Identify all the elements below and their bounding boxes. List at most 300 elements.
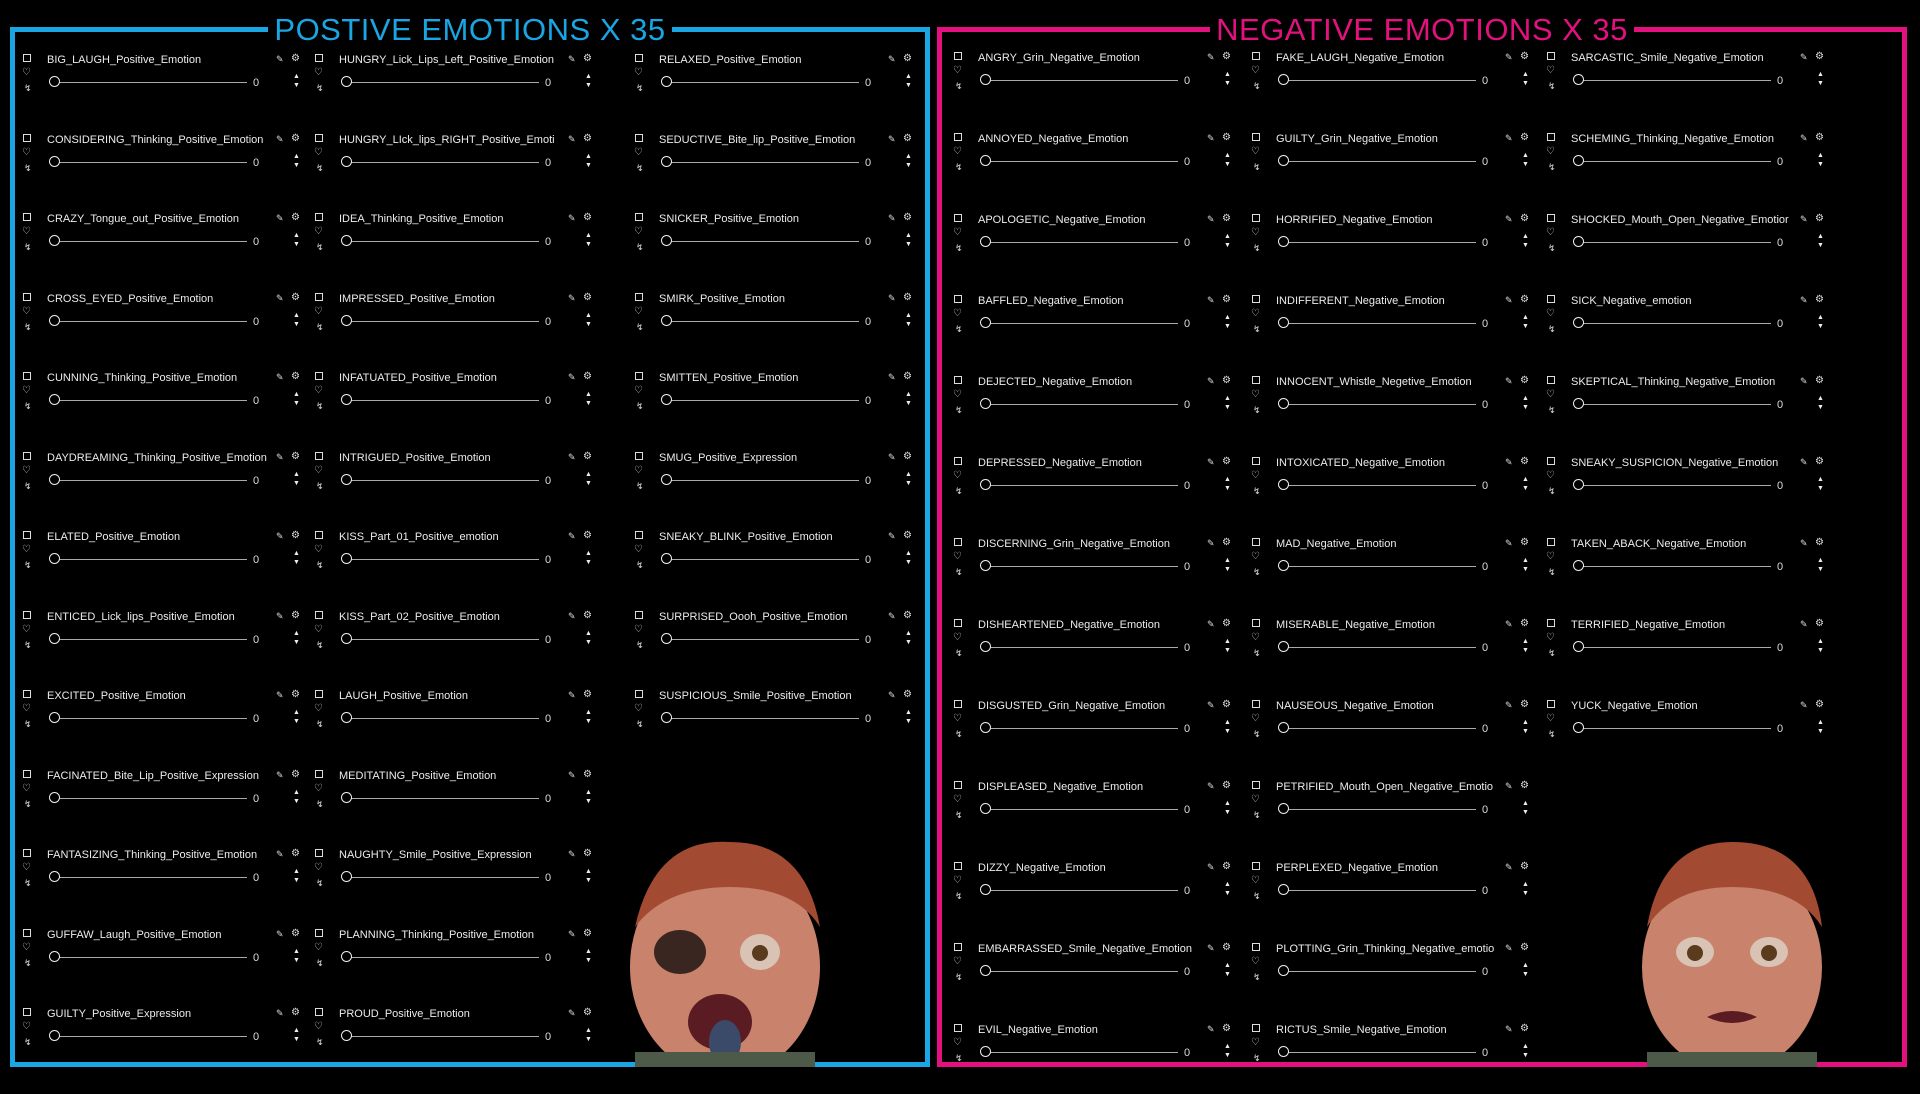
checkbox-icon[interactable]: [1252, 376, 1260, 384]
stepper-arrows-icon[interactable]: ▲ ▼: [1522, 557, 1529, 573]
gear-icon[interactable]: ⚙: [1520, 375, 1529, 386]
checkbox-icon[interactable]: [315, 770, 323, 778]
gear-icon[interactable]: ⚙: [1222, 942, 1231, 953]
gear-icon[interactable]: ⚙: [291, 371, 300, 382]
slider-handle[interactable]: [661, 712, 672, 723]
slider-value[interactable]: 0: [1184, 156, 1191, 168]
gear-icon[interactable]: ⚙: [291, 768, 300, 780]
pencil-icon[interactable]: ✎: [276, 292, 284, 303]
pencil-icon[interactable]: ✎: [1505, 52, 1513, 62]
bolt-icon[interactable]: ↯: [316, 560, 324, 570]
slider-handle[interactable]: [49, 712, 60, 723]
gear-icon[interactable]: ⚙: [583, 132, 592, 144]
pencil-icon[interactable]: ✎: [1207, 457, 1215, 467]
heart-icon[interactable]: ♡: [953, 551, 962, 562]
slider-value[interactable]: 0: [1482, 885, 1489, 897]
stepper-arrows-icon[interactable]: ▲ ▼: [1817, 395, 1824, 411]
slider-track[interactable]: [1286, 971, 1476, 972]
bolt-icon[interactable]: ↯: [1548, 567, 1556, 577]
slider-track[interactable]: [988, 809, 1178, 810]
heart-icon[interactable]: ♡: [314, 385, 323, 396]
checkbox-icon[interactable]: [635, 611, 643, 619]
pencil-icon[interactable]: ✎: [568, 849, 576, 859]
gear-icon[interactable]: ⚙: [1815, 294, 1824, 305]
stepper-arrows-icon[interactable]: ▲ ▼: [1224, 638, 1231, 654]
stepper-arrows-icon[interactable]: ▲ ▼: [293, 232, 300, 248]
bolt-icon[interactable]: ↯: [1253, 810, 1261, 820]
heart-icon[interactable]: ♡: [634, 703, 643, 714]
slider-handle[interactable]: [341, 553, 352, 564]
slider-value[interactable]: 0: [1482, 318, 1489, 330]
slider-handle[interactable]: [1573, 641, 1584, 652]
heart-icon[interactable]: ♡: [1546, 389, 1555, 400]
gear-icon[interactable]: ⚙: [291, 132, 300, 144]
pencil-icon[interactable]: ✎: [888, 292, 896, 303]
gear-icon[interactable]: ⚙: [583, 768, 592, 780]
slider-value[interactable]: 0: [1482, 804, 1489, 816]
slider-handle[interactable]: [661, 633, 672, 644]
gear-icon[interactable]: ⚙: [1520, 861, 1529, 872]
checkbox-icon[interactable]: [23, 213, 31, 221]
pencil-icon[interactable]: ✎: [1800, 295, 1808, 305]
slider-track[interactable]: [988, 242, 1178, 243]
checkbox-icon[interactable]: [635, 213, 643, 221]
checkbox-icon[interactable]: [635, 531, 643, 539]
slider-handle[interactable]: [661, 394, 672, 405]
bolt-icon[interactable]: ↯: [1253, 405, 1261, 415]
stepper-arrows-icon[interactable]: ▲ ▼: [293, 311, 300, 328]
bolt-icon[interactable]: ↯: [1548, 648, 1556, 658]
slider-handle[interactable]: [49, 871, 60, 882]
bolt-icon[interactable]: ↯: [24, 83, 32, 93]
checkbox-icon[interactable]: [1252, 619, 1260, 627]
heart-icon[interactable]: ♡: [1251, 146, 1260, 157]
slider-handle[interactable]: [49, 951, 60, 962]
gear-icon[interactable]: ⚙: [1815, 618, 1824, 629]
pencil-icon[interactable]: ✎: [1207, 700, 1215, 710]
slider-value[interactable]: 0: [253, 395, 260, 407]
gear-icon[interactable]: ⚙: [1520, 213, 1529, 224]
pencil-icon[interactable]: ✎: [568, 213, 576, 223]
gear-icon[interactable]: ⚙: [291, 530, 300, 541]
stepper-arrows-icon[interactable]: ▲ ▼: [1522, 395, 1529, 411]
heart-icon[interactable]: ♡: [22, 1021, 31, 1032]
slider-track[interactable]: [57, 877, 247, 878]
slider-track[interactable]: [1286, 890, 1476, 891]
slider-track[interactable]: [988, 404, 1178, 405]
slider-handle[interactable]: [661, 76, 672, 87]
pencil-icon[interactable]: ✎: [1207, 538, 1215, 548]
checkbox-icon[interactable]: [23, 849, 31, 857]
stepper-arrows-icon[interactable]: ▲ ▼: [1522, 476, 1529, 492]
slider-track[interactable]: [988, 890, 1178, 891]
pencil-icon[interactable]: ✎: [1505, 1024, 1513, 1034]
gear-icon[interactable]: ⚙: [1222, 375, 1231, 386]
stepper-arrows-icon[interactable]: ▲ ▼: [293, 550, 300, 566]
slider-track[interactable]: [1286, 323, 1476, 324]
checkbox-icon[interactable]: [23, 690, 31, 698]
stepper-arrows-icon[interactable]: ▲ ▼: [905, 73, 912, 89]
bolt-icon[interactable]: ↯: [955, 729, 963, 739]
slider-track[interactable]: [349, 1036, 539, 1037]
pencil-icon[interactable]: ✎: [568, 690, 576, 700]
checkbox-icon[interactable]: [1547, 52, 1555, 60]
slider-track[interactable]: [988, 647, 1178, 648]
stepper-arrows-icon[interactable]: ▲ ▼: [1522, 719, 1529, 735]
bolt-icon[interactable]: ↯: [1548, 405, 1556, 415]
pencil-icon[interactable]: ✎: [276, 610, 284, 621]
slider-handle[interactable]: [1573, 560, 1584, 571]
bolt-icon[interactable]: ↯: [316, 798, 324, 809]
stepper-arrows-icon[interactable]: ▲ ▼: [905, 470, 912, 487]
checkbox-icon[interactable]: [1252, 781, 1260, 789]
slider-value[interactable]: 0: [253, 77, 260, 89]
gear-icon[interactable]: ⚙: [1815, 51, 1824, 62]
slider-track[interactable]: [1286, 809, 1476, 810]
gear-icon[interactable]: ⚙: [1815, 375, 1824, 386]
stepper-arrows-icon[interactable]: ▲ ▼: [905, 550, 912, 566]
slider-value[interactable]: 0: [545, 156, 552, 169]
gear-icon[interactable]: ⚙: [291, 609, 300, 621]
slider-track[interactable]: [988, 1052, 1178, 1053]
bolt-icon[interactable]: ↯: [955, 243, 963, 253]
gear-icon[interactable]: ⚙: [583, 291, 592, 303]
heart-icon[interactable]: ♡: [1546, 632, 1555, 643]
heart-icon[interactable]: ♡: [953, 956, 962, 967]
stepper-arrows-icon[interactable]: ▲ ▼: [1817, 476, 1824, 492]
slider-handle[interactable]: [980, 641, 991, 652]
bolt-icon[interactable]: ↯: [1548, 729, 1556, 739]
checkbox-icon[interactable]: [315, 213, 323, 221]
bolt-icon[interactable]: ↯: [955, 648, 963, 658]
checkbox-icon[interactable]: [23, 452, 31, 460]
slider-handle[interactable]: [980, 236, 991, 247]
bolt-icon[interactable]: ↯: [24, 242, 32, 252]
stepper-arrows-icon[interactable]: ▲ ▼: [1817, 71, 1824, 87]
stepper-arrows-icon[interactable]: ▲ ▼: [1817, 557, 1824, 573]
heart-icon[interactable]: ♡: [22, 862, 31, 873]
gear-icon[interactable]: ⚙: [903, 53, 912, 64]
slider-handle[interactable]: [980, 479, 991, 490]
bolt-icon[interactable]: ↯: [636, 560, 644, 570]
stepper-arrows-icon[interactable]: ▲ ▼: [293, 868, 300, 884]
slider-track[interactable]: [57, 718, 247, 719]
heart-icon[interactable]: ♡: [634, 464, 643, 476]
checkbox-icon[interactable]: [23, 770, 31, 778]
stepper-arrows-icon[interactable]: ▲ ▼: [585, 947, 592, 964]
heart-icon[interactable]: ♡: [1251, 713, 1260, 724]
stepper-arrows-icon[interactable]: ▲ ▼: [905, 311, 912, 328]
slider-handle[interactable]: [1573, 236, 1584, 247]
stepper-arrows-icon[interactable]: ▲ ▼: [585, 391, 592, 407]
bolt-icon[interactable]: ↯: [636, 401, 644, 411]
stepper-arrows-icon[interactable]: ▲ ▼: [585, 629, 592, 646]
slider-value[interactable]: 0: [1184, 480, 1191, 492]
slider-track[interactable]: [1286, 566, 1476, 567]
slider-track[interactable]: [988, 323, 1178, 324]
gear-icon[interactable]: ⚙: [903, 371, 912, 382]
slider-value[interactable]: 0: [1777, 642, 1784, 654]
bolt-icon[interactable]: ↯: [24, 401, 32, 411]
slider-track[interactable]: [1581, 404, 1771, 405]
heart-icon[interactable]: ♡: [22, 782, 31, 794]
bolt-icon[interactable]: ↯: [316, 162, 324, 173]
slider-value[interactable]: 0: [1482, 480, 1489, 492]
gear-icon[interactable]: ⚙: [291, 1007, 300, 1018]
bolt-icon[interactable]: ↯: [1253, 567, 1261, 577]
checkbox-icon[interactable]: [954, 943, 962, 951]
slider-handle[interactable]: [341, 76, 352, 87]
slider-handle[interactable]: [661, 315, 672, 326]
gear-icon[interactable]: ⚙: [1520, 537, 1529, 548]
slider-track[interactable]: [349, 82, 539, 83]
slider-track[interactable]: [669, 639, 859, 640]
heart-icon[interactable]: ♡: [22, 305, 31, 317]
stepper-arrows-icon[interactable]: ▲ ▼: [1224, 395, 1231, 411]
pencil-icon[interactable]: ✎: [276, 690, 284, 700]
stepper-arrows-icon[interactable]: ▲ ▼: [1224, 233, 1231, 249]
checkbox-icon[interactable]: [23, 531, 31, 539]
checkbox-icon[interactable]: [954, 52, 962, 60]
slider-track[interactable]: [57, 559, 247, 560]
heart-icon[interactable]: ♡: [1251, 1037, 1260, 1048]
gear-icon[interactable]: ⚙: [1520, 780, 1529, 791]
slider-handle[interactable]: [1278, 641, 1289, 652]
bolt-icon[interactable]: ↯: [1253, 1053, 1261, 1063]
slider-value[interactable]: 0: [545, 951, 552, 964]
checkbox-icon[interactable]: [954, 538, 962, 546]
pencil-icon[interactable]: ✎: [888, 610, 896, 621]
heart-icon[interactable]: ♡: [22, 464, 31, 476]
checkbox-icon[interactable]: [23, 1008, 31, 1016]
pencil-icon[interactable]: ✎: [888, 531, 896, 541]
checkbox-icon[interactable]: [23, 372, 31, 380]
heart-icon[interactable]: ♡: [634, 67, 643, 78]
pencil-icon[interactable]: ✎: [568, 292, 576, 303]
slider-track[interactable]: [1581, 647, 1771, 648]
slider-value[interactable]: 0: [545, 872, 552, 884]
stepper-arrows-icon[interactable]: ▲ ▼: [585, 73, 592, 89]
slider-handle[interactable]: [1278, 236, 1289, 247]
slider-value[interactable]: 0: [1482, 399, 1489, 411]
checkbox-icon[interactable]: [23, 134, 31, 142]
pencil-icon[interactable]: ✎: [1207, 52, 1215, 62]
stepper-arrows-icon[interactable]: ▲ ▼: [293, 788, 300, 805]
pencil-icon[interactable]: ✎: [1505, 781, 1513, 791]
checkbox-icon[interactable]: [635, 452, 643, 460]
bolt-icon[interactable]: ↯: [636, 321, 644, 332]
heart-icon[interactable]: ♡: [1251, 956, 1260, 967]
checkbox-icon[interactable]: [1252, 133, 1260, 141]
slider-track[interactable]: [1581, 80, 1771, 81]
slider-value[interactable]: 0: [545, 792, 552, 805]
heart-icon[interactable]: ♡: [314, 464, 323, 476]
stepper-arrows-icon[interactable]: ▲ ▼: [1522, 1043, 1529, 1059]
bolt-icon[interactable]: ↯: [24, 560, 32, 570]
checkbox-icon[interactable]: [315, 134, 323, 142]
slider-value[interactable]: 0: [1184, 642, 1191, 654]
gear-icon[interactable]: ⚙: [1222, 51, 1231, 62]
slider-track[interactable]: [349, 241, 539, 242]
slider-value[interactable]: 0: [1482, 642, 1489, 654]
slider-handle[interactable]: [980, 398, 991, 409]
bolt-icon[interactable]: ↯: [316, 401, 324, 411]
slider-value[interactable]: 0: [253, 156, 260, 169]
stepper-arrows-icon[interactable]: ▲ ▼: [585, 709, 592, 725]
heart-icon[interactable]: ♡: [1251, 632, 1260, 643]
heart-icon[interactable]: ♡: [953, 875, 962, 886]
stepper-arrows-icon[interactable]: ▲ ▼: [585, 1027, 592, 1043]
gear-icon[interactable]: ⚙: [1520, 1023, 1529, 1034]
slider-value[interactable]: 0: [545, 77, 552, 89]
slider-value[interactable]: 0: [1777, 723, 1784, 735]
slider-track[interactable]: [349, 559, 539, 560]
slider-handle[interactable]: [980, 560, 991, 571]
stepper-arrows-icon[interactable]: ▲ ▼: [293, 709, 300, 725]
slider-handle[interactable]: [980, 965, 991, 976]
heart-icon[interactable]: ♡: [1546, 470, 1555, 481]
heart-icon[interactable]: ♡: [1546, 713, 1555, 724]
slider-value[interactable]: 0: [1777, 237, 1784, 249]
bolt-icon[interactable]: ↯: [24, 719, 32, 729]
slider-track[interactable]: [669, 480, 859, 481]
slider-handle[interactable]: [49, 792, 60, 803]
slider-value[interactable]: 0: [1482, 237, 1489, 249]
bolt-icon[interactable]: ↯: [955, 405, 963, 415]
slider-handle[interactable]: [341, 871, 352, 882]
slider-value[interactable]: 0: [253, 474, 260, 487]
slider-track[interactable]: [57, 400, 247, 401]
pencil-icon[interactable]: ✎: [888, 690, 896, 700]
bolt-icon[interactable]: ↯: [1253, 81, 1261, 91]
slider-handle[interactable]: [1573, 398, 1584, 409]
slider-handle[interactable]: [980, 884, 991, 895]
gear-icon[interactable]: ⚙: [583, 609, 592, 621]
bolt-icon[interactable]: ↯: [316, 957, 324, 968]
bolt-icon[interactable]: ↯: [316, 1037, 324, 1047]
slider-value[interactable]: 0: [865, 156, 872, 169]
slider-handle[interactable]: [49, 474, 60, 485]
slider-value[interactable]: 0: [1482, 1047, 1489, 1059]
slider-track[interactable]: [57, 241, 247, 242]
stepper-arrows-icon[interactable]: ▲ ▼: [1224, 962, 1231, 978]
checkbox-icon[interactable]: [954, 1024, 962, 1032]
slider-track[interactable]: [57, 321, 247, 322]
slider-handle[interactable]: [1278, 398, 1289, 409]
slider-handle[interactable]: [980, 722, 991, 733]
stepper-arrows-icon[interactable]: ▲ ▼: [293, 629, 300, 646]
stepper-arrows-icon[interactable]: ▲ ▼: [1224, 800, 1231, 816]
slider-handle[interactable]: [661, 235, 672, 246]
heart-icon[interactable]: ♡: [22, 385, 31, 396]
pencil-icon[interactable]: ✎: [276, 531, 284, 541]
checkbox-icon[interactable]: [954, 862, 962, 870]
stepper-arrows-icon[interactable]: ▲ ▼: [293, 470, 300, 487]
stepper-arrows-icon[interactable]: ▲ ▼: [293, 947, 300, 964]
gear-icon[interactable]: ⚙: [291, 212, 300, 223]
slider-handle[interactable]: [1573, 317, 1584, 328]
pencil-icon[interactable]: ✎: [568, 531, 576, 541]
slider-value[interactable]: 0: [253, 1031, 260, 1043]
heart-icon[interactable]: ♡: [953, 389, 962, 400]
gear-icon[interactable]: ⚙: [1222, 132, 1231, 143]
gear-icon[interactable]: ⚙: [903, 450, 912, 462]
slider-value[interactable]: 0: [865, 713, 872, 725]
bolt-icon[interactable]: ↯: [955, 324, 963, 334]
pencil-icon[interactable]: ✎: [568, 54, 576, 64]
heart-icon[interactable]: ♡: [634, 544, 643, 555]
stepper-arrows-icon[interactable]: ▲ ▼: [1817, 638, 1824, 654]
slider-value[interactable]: 0: [865, 554, 872, 566]
gear-icon[interactable]: ⚙: [1815, 132, 1824, 143]
bolt-icon[interactable]: ↯: [955, 972, 963, 982]
checkbox-icon[interactable]: [315, 929, 323, 937]
pencil-icon[interactable]: ✎: [1207, 862, 1215, 872]
stepper-arrows-icon[interactable]: ▲ ▼: [1817, 719, 1824, 735]
bolt-icon[interactable]: ↯: [955, 1053, 963, 1063]
gear-icon[interactable]: ⚙: [583, 689, 592, 700]
heart-icon[interactable]: ♡: [22, 623, 31, 635]
slider-track[interactable]: [349, 957, 539, 958]
slider-handle[interactable]: [49, 76, 60, 87]
pencil-icon[interactable]: ✎: [888, 213, 896, 223]
slider-value[interactable]: 0: [1777, 399, 1784, 411]
slider-handle[interactable]: [980, 155, 991, 166]
stepper-arrows-icon[interactable]: ▲ ▼: [293, 152, 300, 169]
checkbox-icon[interactable]: [315, 54, 323, 62]
gear-icon[interactable]: ⚙: [903, 212, 912, 223]
slider-track[interactable]: [349, 321, 539, 322]
slider-handle[interactable]: [980, 1046, 991, 1057]
bolt-icon[interactable]: ↯: [636, 480, 644, 491]
bolt-icon[interactable]: ↯: [955, 81, 963, 91]
stepper-arrows-icon[interactable]: ▲ ▼: [1522, 152, 1529, 168]
heart-icon[interactable]: ♡: [314, 544, 323, 555]
slider-handle[interactable]: [1278, 722, 1289, 733]
slider-track[interactable]: [669, 162, 859, 163]
gear-icon[interactable]: ⚙: [903, 609, 912, 621]
pencil-icon[interactable]: ✎: [276, 372, 284, 382]
bolt-icon[interactable]: ↯: [1548, 243, 1556, 253]
heart-icon[interactable]: ♡: [22, 67, 31, 78]
gear-icon[interactable]: ⚙: [291, 927, 300, 939]
pencil-icon[interactable]: ✎: [1505, 538, 1513, 548]
slider-handle[interactable]: [1278, 884, 1289, 895]
bolt-icon[interactable]: ↯: [1253, 891, 1261, 901]
slider-handle[interactable]: [49, 394, 60, 405]
heart-icon[interactable]: ♡: [314, 1021, 323, 1032]
slider-value[interactable]: 0: [1777, 318, 1784, 330]
gear-icon[interactable]: ⚙: [291, 848, 300, 859]
bolt-icon[interactable]: ↯: [1548, 162, 1556, 172]
pencil-icon[interactable]: ✎: [1505, 700, 1513, 710]
slider-track[interactable]: [349, 162, 539, 163]
slider-value[interactable]: 0: [1184, 318, 1191, 330]
slider-value[interactable]: 0: [1482, 156, 1489, 168]
slider-track[interactable]: [57, 480, 247, 481]
slider-value[interactable]: 0: [1184, 804, 1191, 816]
slider-value[interactable]: 0: [253, 713, 260, 725]
stepper-arrows-icon[interactable]: ▲ ▼: [1522, 638, 1529, 654]
pencil-icon[interactable]: ✎: [1800, 700, 1808, 710]
checkbox-icon[interactable]: [954, 700, 962, 708]
bolt-icon[interactable]: ↯: [24, 162, 32, 173]
heart-icon[interactable]: ♡: [634, 146, 643, 158]
slider-value[interactable]: 0: [253, 315, 260, 328]
bolt-icon[interactable]: ↯: [24, 1037, 32, 1047]
checkbox-icon[interactable]: [315, 611, 323, 619]
slider-handle[interactable]: [49, 235, 60, 246]
